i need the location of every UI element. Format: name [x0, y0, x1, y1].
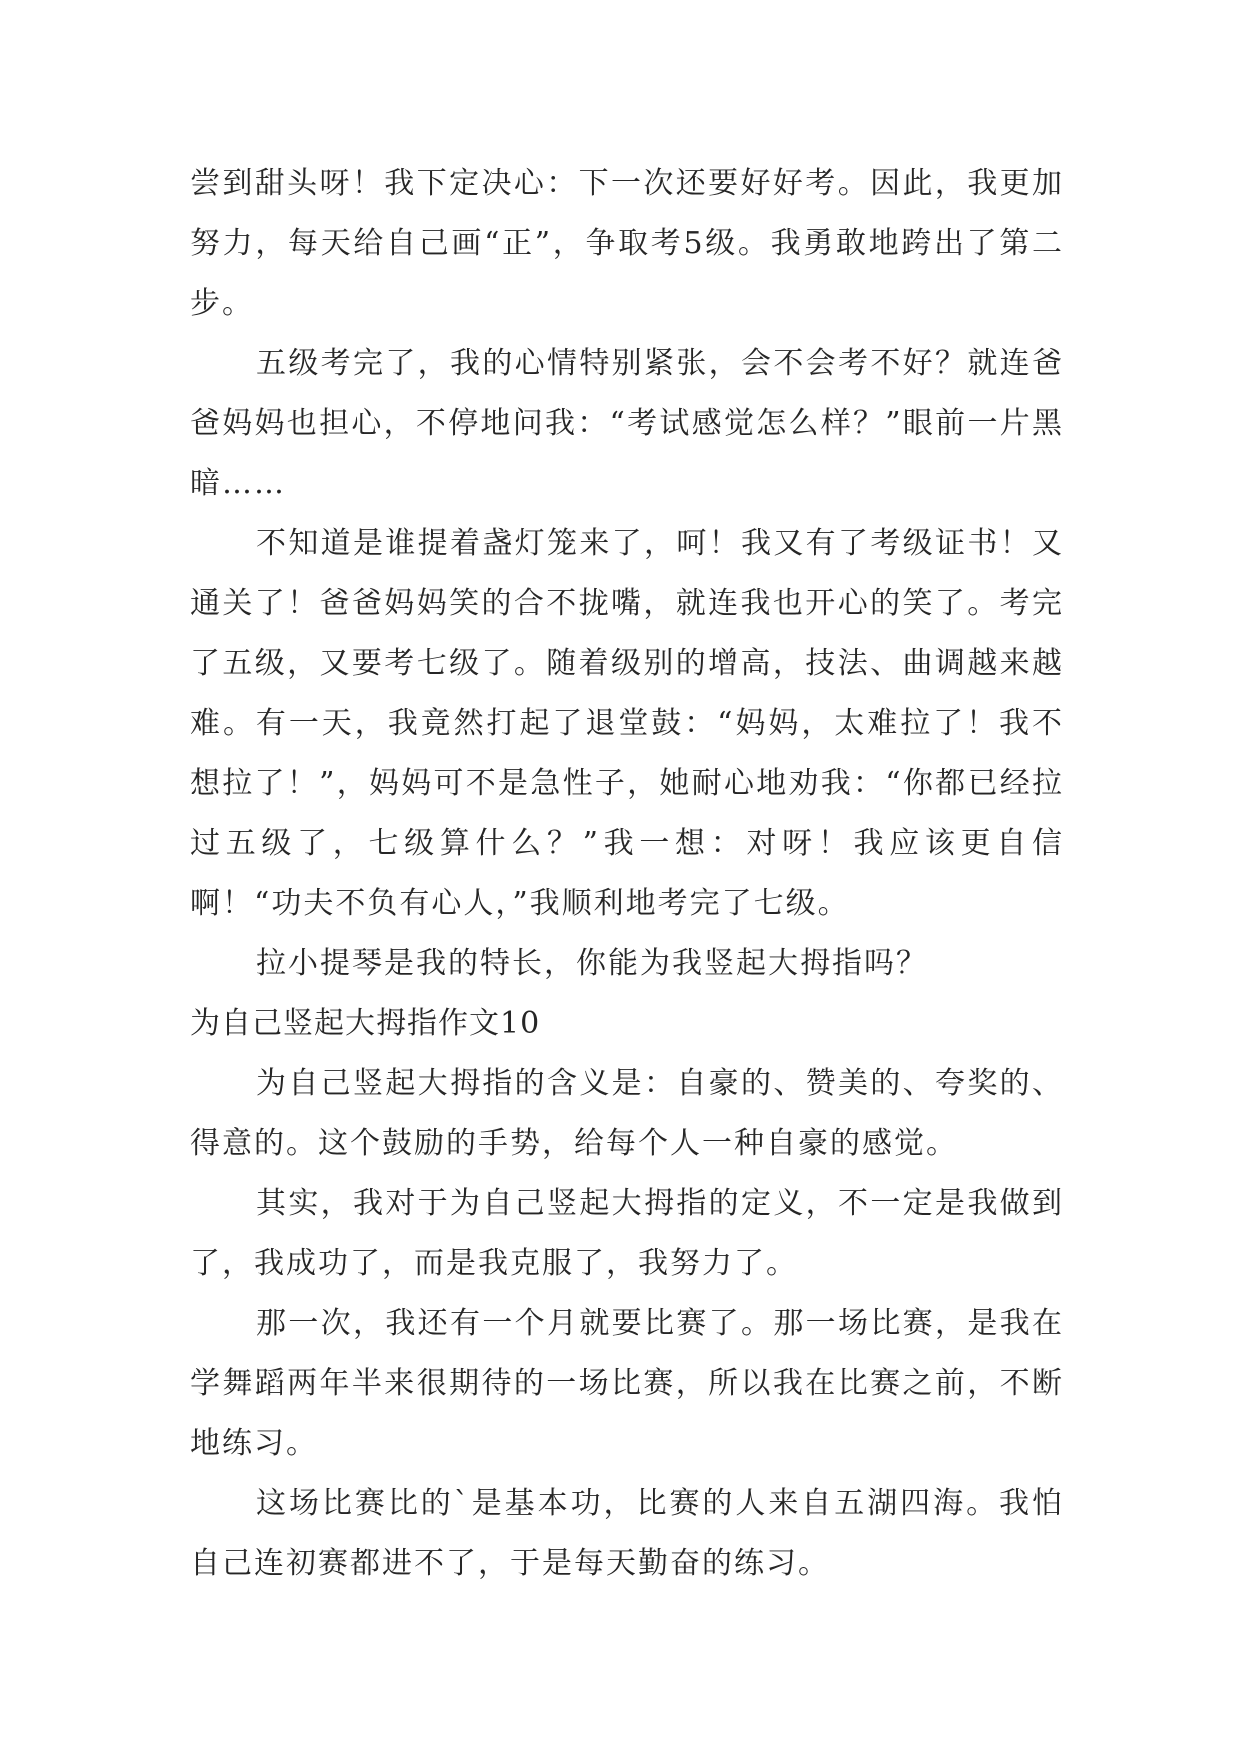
essay-title: 为自己竖起大拇指作文10: [190, 1006, 541, 1041]
paragraph: 拉小提琴是我的特长，你能为我竖起大拇指吗？: [256, 946, 928, 981]
paragraph: 这场比赛比的`是基本功，比赛的人来自五湖四海。我怕自己连初赛都进不了，于是每天勤奋的练习。: [190, 1486, 1064, 1581]
paragraph: 其实，我对于为自己竖起大拇指的定义，不一定是我做到了，我成功了，而是我克服了，我努力了。: [190, 1186, 1064, 1281]
paragraph: 为自己竖起大拇指的含义是：自豪的、赞美的、夸奖的、得意的。这个鼓励的手势，给每个人一种自豪的感觉。: [190, 1066, 1064, 1161]
paragraph: 那一次，我还有一个月就要比赛了。那一场比赛，是我在学舞蹈两年半来很期待的一场比赛，所以我在比赛之前，不断地练习。: [190, 1306, 1064, 1461]
document-body: [190, 154, 1064, 1594]
paragraph: 不知道是谁提着盏灯笼来了，呵！我又有了考级证书！又通关了！爸爸妈妈笑的合不拢嘴，就连我也开心的笑了。考完了五级，又要考七级了。随着级别的增高，技法、曲调越来越难。有一天，我竟然打起了退堂鼓：“妈妈，太难拉了！我不想拉了！”，妈妈可不是急性子，她耐心地劝我：“你都已经拉过五级了，七级算什么？”我一想：对呀！我应该更自信啊！“功夫不负有心人，”我顺利地考完了七级。: [190, 526, 1064, 921]
paragraph-continuation: 尝到甜头呀！我下定决心：下一次还要好好考。因此，我更加努力，每天给自己画“正”，争取考5级。我勇敢地跨出了第二步。: [190, 166, 1064, 321]
paragraph: 五级考完了，我的心情特别紧张，会不会考不好？就连爸爸妈妈也担心，不停地问我：“考试感觉怎么样？”眼前一片黑暗……: [190, 346, 1064, 501]
